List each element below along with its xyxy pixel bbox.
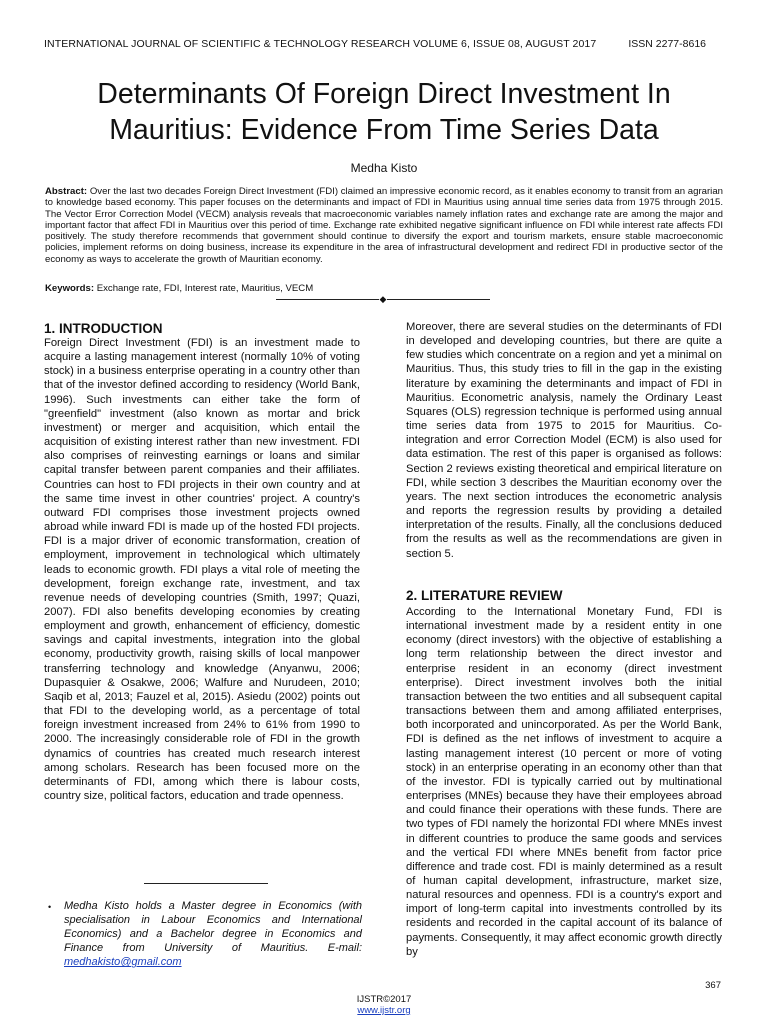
intro-body xyxy=(44,336,360,803)
keywords-label: Keywords: xyxy=(45,283,95,294)
journal-header: INTERNATIONAL JOURNAL OF SCIENTIFIC & TECHNOLOGY RESEARCH VOLUME 6, ISSUE 08, AUGUST 2017 xyxy=(44,38,597,50)
abstract xyxy=(45,186,723,265)
page-number: 367 xyxy=(705,980,721,991)
abstract-text: Over the last two decades Foreign Direct Investment (FDI) claimed an impressive economic record, as it enables economy to transit from an agrarian to knowledge based economy. This paper focuses on the determinants and impact of FDI in Mauritius using annual time series data from 1975 through 2015. The Vector Error Correction Model (VECM) analysis reveals that macroeconomic variables namely inflation rates and exchange rate are among the major and important factor that affect FDI in Mauritius over this period of time. Exchange rate exhibited negative significant influence on FDI while interest rate affects FDI positively. The study therefore recommends that government should continue to diversify the export and tourism markets, ensure stable macroeconomic policies, implement reforms on doing business, increase its expenditure in the area of infrastructural development and redirect FDI in productive sector of the economy as ways to accelerate the growth of Mauritian economy. xyxy=(45,186,723,265)
footnote-bio: Medha Kisto holds a Master degree in Economics (with specialisation in Labour Economics and International Economics) and a Bachelor degree in Economics and Finance from University of Mauritius. E-mail: xyxy=(64,900,362,955)
keywords xyxy=(45,283,313,294)
literature-paragraph: According to the International Monetary Fund, FDI is international investment made by a resident entity in one economy (direct investors) with the objective of establishing a long term relationship between the direct investor and enterprise resident in an economy (direct investment enterprise). Direct investment involves both the initial transaction between the two entities and all subsequent capital transactions between them and among affiliated enterprises, both incorporated and unincorporated. As per the World Bank, FDI is defined as the net inflows of investment to acquire a lasting management interest (10 percent or more of voting stock) in an enterprise operating in an economy other than that of the investor. FDI is typically carried out by multinational enterprises (MNEs) because they have their employees abroad and could finance their operations with these funds. There are two types of FDI namely the horizontal FDI where MNEs invest in different countries to produce the same goods and services and the vertical FDI where MNEs benefit from factor price difference and trade cost. FDI is mainly determined as a result of human capital development, infrastructure, market size, natural resources and openness. FDI is a country's export and import of long-term capital into investments controlled by its residents and recorded in the capital account of its balance of payments. Consequently, it may affect economic growth directly by xyxy=(406,606,722,958)
issn: ISSN 2277-8616 xyxy=(628,38,706,50)
right-column-intro xyxy=(406,320,722,561)
literature-body xyxy=(406,605,722,959)
footer-copyright: IJSTR©2017 xyxy=(356,994,412,1005)
intro-continued-paragraph: Moreover, there are several studies on the determinants of FDI in developed and developing countries, but there are quite a few studies which concentrate on a region and yet a minimal on Mauritius. Thus, this study tries to fill in the gap in the existing literature by examining the determinants and impact of FDI in Mauritius. Econometric analysis, namely the Ordinary Least Squares (OLS) regression technique is performed using annual time series data from 1975 to 2015 for Mauritius. Co- integration and error Correction Model (ECM) is also used for data estimation. The rest of this paper is organised as follows: Section 2 reviews existing theoretical and empirical literature on FDI, while section 3 describes the Mauritian economy over the years. The next section introduces the econometric analysis and reports the regression results by providing a detailed interpretation of the results. Finally, all the conclusions deduced from the results as well as the recommendations are given in section 5. xyxy=(406,321,722,560)
separator-line-left xyxy=(276,299,379,300)
author-email-link[interactable]: medhakisto@gmail.com xyxy=(64,956,182,969)
bullet-icon: • xyxy=(48,902,52,912)
separator-line-right xyxy=(387,299,490,300)
abstract-label: Abstract: xyxy=(45,186,88,197)
section-separator xyxy=(276,294,490,305)
footnote-rule xyxy=(144,883,268,884)
paper-title: Determinants Of Foreign Direct Investment In Mauritius: Evidence From Time Series Data xyxy=(97,78,671,146)
literature-heading: 2. LITERATURE REVIEW xyxy=(406,588,563,603)
author-name: Medha Kisto xyxy=(350,161,418,175)
footnote-text xyxy=(64,899,362,969)
website-link[interactable]: www.ijstr.org xyxy=(357,1005,411,1016)
intro-heading: 1. INTRODUCTION xyxy=(44,321,163,336)
intro-paragraph: Foreign Direct Investment (FDI) is an investment made to acquire a lasting management interest (normally 10% of voting stock) in a business enterprise operating in a country other than that of the investor defined according to residency (World Bank, 1996). Such investments can either take the form of "greenfield" investment (also known as mortar and brick investment) or merger and acquisition, which entail the acquisition of existing interest rather than new investment. FDI also comprises of reinvesting earnings or loans and similar capital transfer between parent companies and their affiliates. Countries can host to FDI projects in their own country and at the same time invest in other countries' project. A country's outward FDI comprises those investment projects owned abroad while inward FDI is made up of the hosted FDI projects. FDI is a major driver of economic transformation, creation of employment, improvement in technological which ultimately leads to economic growth. FDI plays a vital role of meeting the development, foreign exchange rate, investment, and tax revenue needs of developing countries (Smith, 1997; Quazi, 2007). FDI also benefits developing economies by creating employment and growth, enhancement of efficiency, domestic savings and capital investments, integration into the global economy, productivity growth, raising skills of local manpower transferring technology and knowledge (Anyanwu, 2006; Dupasquier & Osakwe, 2006; Walfure and Nurudeen, 2010; Saqib et al, 2013; Fauzel et al, 2015). Asiedu (2002) points out that FDI to the developing world, as a percentage of total foreign investment increased from 24% to 61% from 1990 to 2000. The increasingly considerable role of FDI in the growth dynamics of countries has created much research interest among scholars. Research has been focused more on the determinants of FDI, among which there is labour costs, country size, political factors, education and trade openness. xyxy=(44,337,360,802)
diamond-icon: ◆ xyxy=(379,294,387,304)
footer-website xyxy=(0,1005,768,1016)
author-footnote xyxy=(48,899,362,969)
keywords-text: Exchange rate, FDI, Interest rate, Mauritius, VECM xyxy=(94,283,314,294)
